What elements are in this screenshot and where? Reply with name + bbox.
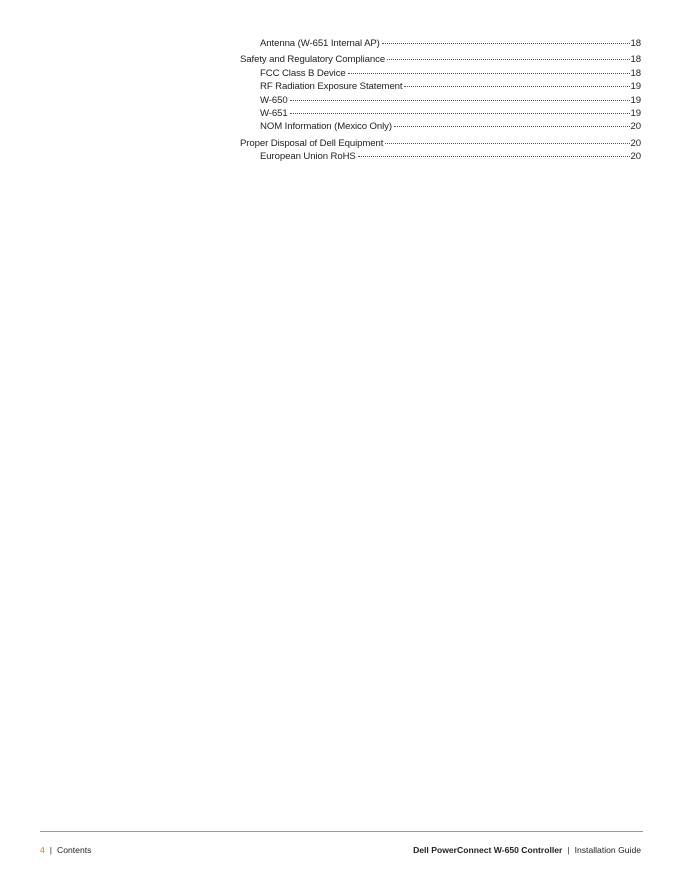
table-of-contents: [240, 37, 641, 164]
toc-entry-safety-compliance[interactable]: [240, 53, 641, 66]
toc-entry-title: NOM Information (Mexico Only): [260, 121, 392, 133]
toc-entry-title: European Union RoHS: [260, 151, 356, 163]
toc-entry-page: 18: [630, 38, 641, 49]
footer-page-number: 4: [40, 845, 45, 855]
toc-entry-fcc-class-b[interactable]: [240, 67, 641, 80]
footer-left: [40, 843, 91, 857]
toc-entry-title: Antenna (W-651 Internal AP): [260, 38, 380, 49]
footer-section: Contents: [57, 845, 92, 855]
toc-entry-title: FCC Class B Device: [260, 67, 346, 79]
toc-entry-title: RF Radiation Exposure Statement: [260, 81, 403, 93]
toc-dot-leader: [382, 43, 630, 44]
toc-entry-page: 19: [630, 94, 641, 106]
toc-dot-leader: [348, 73, 630, 74]
toc-entry-title: Safety and Regulatory Compliance: [240, 54, 386, 66]
toc-entry-title: W-651: [260, 107, 288, 119]
toc-entry-title: W-650: [260, 94, 288, 106]
toc-entry-page: 19: [630, 107, 641, 119]
toc-dot-leader: [290, 113, 630, 114]
footer-right: [413, 843, 641, 857]
toc-entry-title: Proper Disposal of Dell Equipment: [240, 137, 384, 149]
toc-entry-page: 19: [630, 81, 641, 93]
toc-entry-page: 18: [630, 54, 641, 66]
toc-dot-leader: [385, 143, 629, 144]
toc-entry-proper-disposal[interactable]: [240, 137, 641, 150]
toc-entry-page: 20: [630, 121, 641, 133]
footer-separator: |: [49, 845, 53, 855]
toc-entry-antenna[interactable]: [240, 37, 641, 50]
footer-doc-type: Installation Guide: [574, 845, 641, 855]
footer-divider: [40, 831, 643, 832]
page-footer: [40, 843, 641, 857]
toc-dot-leader: [358, 156, 630, 157]
toc-entry-nom-information[interactable]: [240, 120, 641, 133]
toc-dot-leader: [394, 126, 630, 127]
toc-entry-w651[interactable]: [240, 107, 641, 120]
footer-separator: |: [567, 845, 570, 855]
toc-entry-page: 20: [630, 151, 641, 163]
toc-entry-w650[interactable]: [240, 94, 641, 107]
footer-product-name: Dell PowerConnect W-650 Controller: [413, 845, 563, 855]
toc-entry-rf-radiation[interactable]: [240, 80, 641, 93]
toc-entry-page: 18: [630, 67, 641, 79]
toc-dot-leader: [290, 100, 630, 101]
toc-entry-page: 20: [630, 137, 641, 149]
toc-dot-leader: [404, 86, 629, 87]
toc-dot-leader: [387, 59, 629, 60]
toc-entry-eu-rohs[interactable]: [240, 150, 641, 163]
